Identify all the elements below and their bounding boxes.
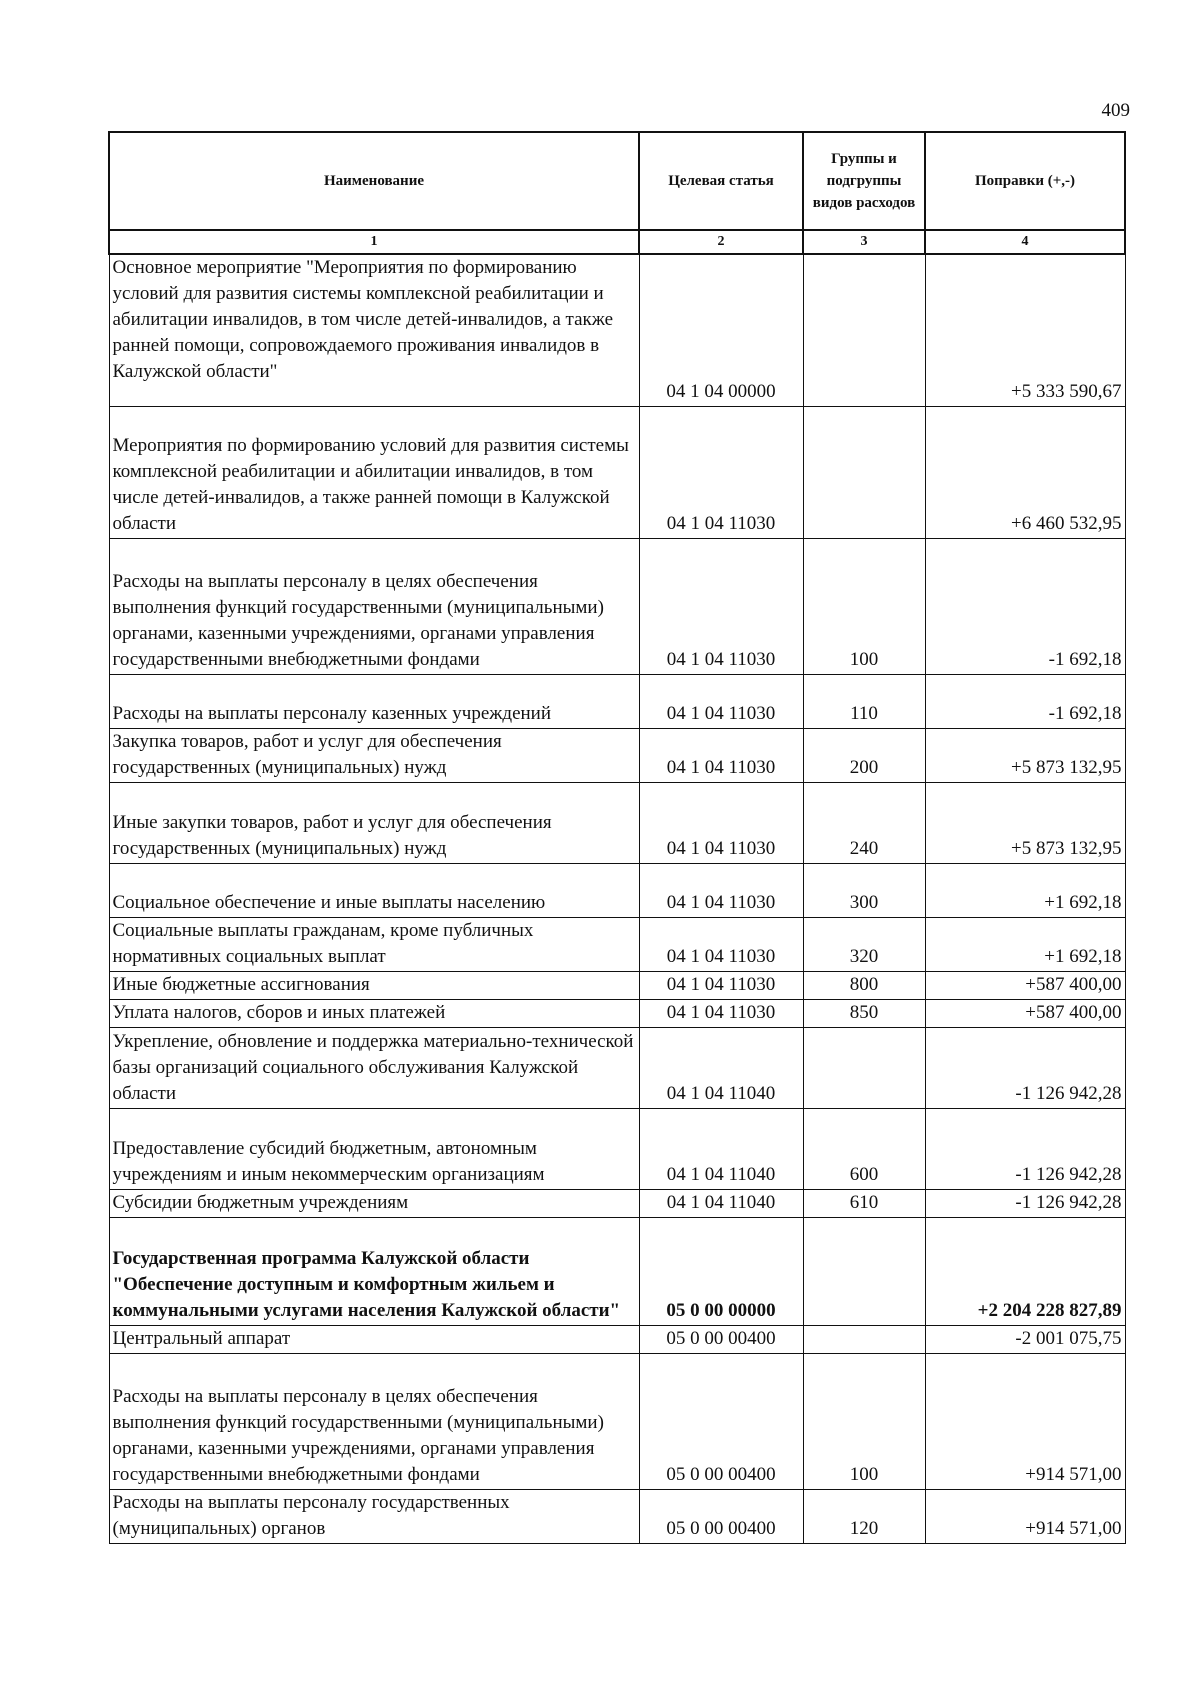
row-amount: +587 400,00	[925, 999, 1125, 1027]
row-group: 800	[803, 971, 925, 999]
row-name: Расходы на выплаты персоналу в целях обеспечения выполнения функций государственными (муниципальными) органами, казенными учреждениями, органами управления государственными внебюджетными фондами	[109, 538, 639, 674]
row-code: 04 1 04 11030	[639, 782, 803, 863]
table-row	[109, 538, 1125, 674]
row-code: 04 1 04 11040	[639, 1108, 803, 1189]
table-row	[109, 917, 1125, 971]
row-group	[803, 1325, 925, 1353]
row-name: Государственная программа Калужской области "Обеспечение доступным и комфортным жильем и коммунальными услугами населения Калужской области"	[109, 1217, 639, 1325]
row-amount: +1 692,18	[925, 863, 1125, 917]
row-code: 04 1 04 11030	[639, 999, 803, 1027]
table-row	[109, 728, 1125, 782]
row-name: Иные бюджетные ассигнования	[109, 971, 639, 999]
table-row	[109, 406, 1125, 538]
table-row	[109, 1325, 1125, 1353]
table-row	[109, 1189, 1125, 1217]
row-code: 04 1 04 11030	[639, 538, 803, 674]
row-name: Предоставление субсидий бюджетным, автономным учреждениям и иным некоммерческим организациям	[109, 1108, 639, 1189]
table-row	[109, 863, 1125, 917]
table-row	[109, 254, 1125, 406]
column-number: 1	[109, 230, 639, 254]
row-group	[803, 406, 925, 538]
row-amount: -2 001 075,75	[925, 1325, 1125, 1353]
row-amount: +1 692,18	[925, 917, 1125, 971]
row-group: 200	[803, 728, 925, 782]
header-name: Наименование	[109, 132, 639, 230]
row-group: 100	[803, 538, 925, 674]
row-group: 600	[803, 1108, 925, 1189]
table-row	[109, 971, 1125, 999]
row-code: 04 1 04 11040	[639, 1027, 803, 1108]
row-group: 120	[803, 1489, 925, 1543]
column-number: 3	[803, 230, 925, 254]
row-name: Центральный аппарат	[109, 1325, 639, 1353]
row-code: 04 1 04 11030	[639, 863, 803, 917]
row-code: 04 1 04 11030	[639, 917, 803, 971]
table-row	[109, 1027, 1125, 1108]
budget-amendments-table	[108, 131, 1124, 1544]
row-amount: -1 692,18	[925, 538, 1125, 674]
table-header-row	[109, 132, 1125, 230]
row-group: 610	[803, 1189, 925, 1217]
row-code: 04 1 04 00000	[639, 254, 803, 406]
row-name: Уплата налогов, сборов и иных платежей	[109, 999, 639, 1027]
row-code: 04 1 04 11040	[639, 1189, 803, 1217]
row-name: Социальные выплаты гражданам, кроме публичных нормативных социальных выплат	[109, 917, 639, 971]
row-name: Расходы на выплаты персоналу государственных (муниципальных) органов	[109, 1489, 639, 1543]
row-amount: +2 204 228 827,89	[925, 1217, 1125, 1325]
row-code: 05 0 00 00400	[639, 1325, 803, 1353]
table-row	[109, 1217, 1125, 1325]
row-code: 04 1 04 11030	[639, 971, 803, 999]
row-name: Иные закупки товаров, работ и услуг для обеспечения государственных (муниципальных) нужд	[109, 782, 639, 863]
row-code: 04 1 04 11030	[639, 674, 803, 728]
row-group	[803, 1027, 925, 1108]
row-amount: +914 571,00	[925, 1489, 1125, 1543]
row-name: Расходы на выплаты персоналу казенных учреждений	[109, 674, 639, 728]
row-name: Закупка товаров, работ и услуг для обеспечения государственных (муниципальных) нужд	[109, 728, 639, 782]
row-name: Расходы на выплаты персоналу в целях обеспечения выполнения функций государственными (муниципальными) органами, казенными учреждениями, органами управления государственными внебюджетными фондами	[109, 1353, 639, 1489]
row-amount: +5 333 590,67	[925, 254, 1125, 406]
header-target-article: Целевая статья	[639, 132, 803, 230]
row-group: 850	[803, 999, 925, 1027]
table-row	[109, 782, 1125, 863]
column-number: 4	[925, 230, 1125, 254]
header-expense-groups: Группы и подгруппы видов расходов	[803, 132, 925, 230]
row-group	[803, 254, 925, 406]
table-row	[109, 674, 1125, 728]
row-amount: -1 126 942,28	[925, 1027, 1125, 1108]
row-name: Укрепление, обновление и поддержка материально-технической базы организаций социального обслуживания Калужской области	[109, 1027, 639, 1108]
row-group: 100	[803, 1353, 925, 1489]
page-number: 409	[1101, 100, 1130, 121]
row-name: Основное мероприятие "Мероприятия по формированию условий для развития системы комплексной реабилитации и абилитации инвалидов, в том числе детей-инвалидов, а также ранней помощи, сопровождаемого проживания инвалидов в Калужской области"	[109, 254, 639, 406]
row-code: 04 1 04 11030	[639, 406, 803, 538]
row-code: 05 0 00 00400	[639, 1353, 803, 1489]
row-amount: +914 571,00	[925, 1353, 1125, 1489]
row-code: 05 0 00 00400	[639, 1489, 803, 1543]
row-group: 320	[803, 917, 925, 971]
row-amount: +5 873 132,95	[925, 728, 1125, 782]
header-amendments: Поправки (+,-)	[925, 132, 1125, 230]
table-row	[109, 999, 1125, 1027]
row-amount: -1 692,18	[925, 674, 1125, 728]
row-group	[803, 1217, 925, 1325]
row-group: 110	[803, 674, 925, 728]
row-name: Субсидии бюджетным учреждениям	[109, 1189, 639, 1217]
row-amount: +5 873 132,95	[925, 782, 1125, 863]
column-number-row	[109, 230, 1125, 254]
row-code: 05 0 00 00000	[639, 1217, 803, 1325]
column-number: 2	[639, 230, 803, 254]
row-amount: -1 126 942,28	[925, 1189, 1125, 1217]
row-amount: +6 460 532,95	[925, 406, 1125, 538]
row-code: 04 1 04 11030	[639, 728, 803, 782]
row-name: Социальное обеспечение и иные выплаты населению	[109, 863, 639, 917]
row-group: 240	[803, 782, 925, 863]
table-row	[109, 1489, 1125, 1543]
table-row	[109, 1108, 1125, 1189]
row-amount: -1 126 942,28	[925, 1108, 1125, 1189]
row-group: 300	[803, 863, 925, 917]
table-row	[109, 1353, 1125, 1489]
row-amount: +587 400,00	[925, 971, 1125, 999]
row-name: Мероприятия по формированию условий для развития системы комплексной реабилитации и абилитации инвалидов, в том числе детей-инвалидов, а также ранней помощи в Калужской области	[109, 406, 639, 538]
